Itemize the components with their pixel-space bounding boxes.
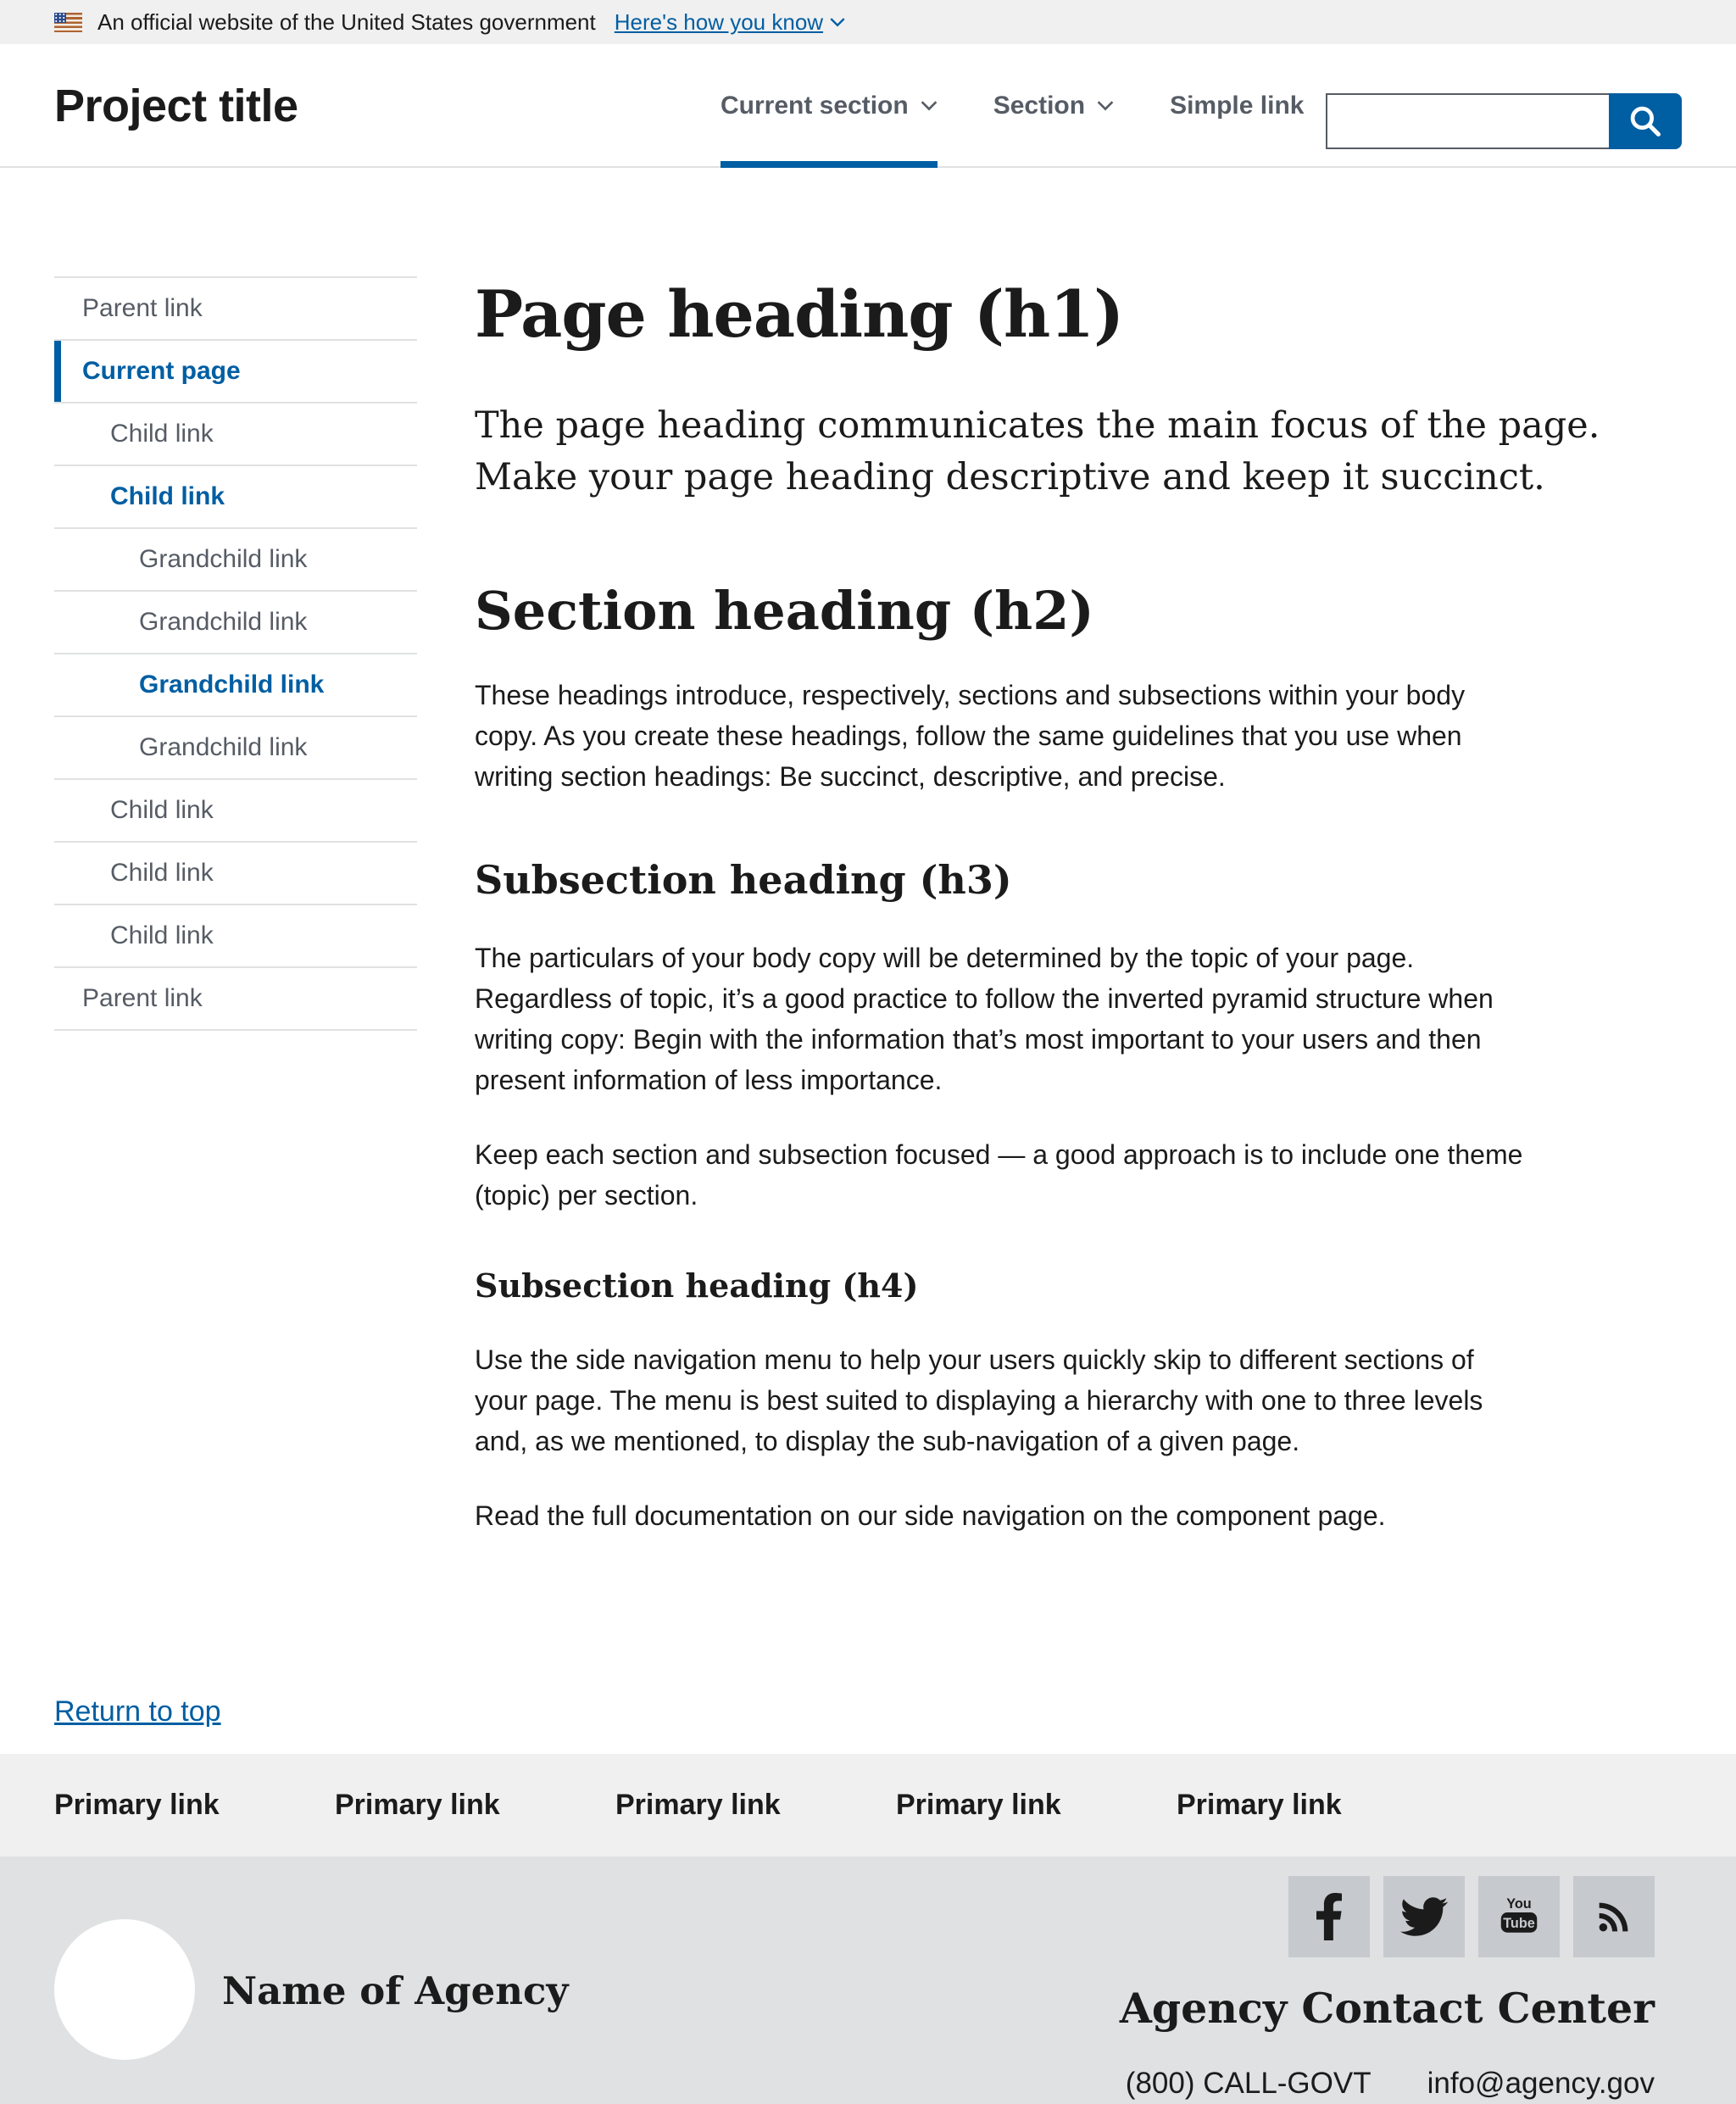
sidenav-child-link[interactable]: Child link <box>54 778 417 841</box>
site-title: Project title <box>54 81 298 131</box>
sidenav-grandchild-link[interactable]: Grandchild link <box>54 715 417 778</box>
gov-banner <box>0 0 1736 44</box>
sidenav-child-link[interactable]: Child link <box>54 904 417 966</box>
section-heading-h2: Section heading (h2) <box>475 580 1094 642</box>
facebook-icon[interactable] <box>1288 1876 1370 1957</box>
chevron-down-icon <box>830 18 845 27</box>
page-heading-h1: Page heading (h1) <box>475 276 1124 352</box>
footer-primary-link[interactable]: Primary link <box>335 1789 500 1821</box>
contact-center-heading: Agency Contact Center <box>1119 1984 1655 2033</box>
sidenav-grandchild-link[interactable]: Grandchild link <box>54 590 417 653</box>
site-header <box>0 44 1736 168</box>
sidenav-child-link[interactable]: Child link <box>54 402 417 465</box>
nav-item-current-section[interactable] <box>721 44 938 168</box>
nav-item-section[interactable] <box>993 44 1114 168</box>
footer-primary-nav <box>0 1754 1736 1856</box>
contact-phone-link[interactable]: (800) CALL-GOVT <box>1125 2067 1372 2100</box>
footer-primary-link[interactable]: Primary link <box>615 1789 781 1821</box>
sidenav-current-page[interactable]: Current page <box>54 339 417 402</box>
rss-icon[interactable] <box>1573 1876 1655 1957</box>
sidenav-parent-link[interactable]: Parent link <box>54 966 417 1031</box>
contact-email-link[interactable]: info@agency.gov <box>1427 2067 1655 2100</box>
banner-text: An official website of the United States government <box>97 8 596 35</box>
subsection-heading-h4: Subsection heading (h4) <box>475 1266 919 1305</box>
primary-nav <box>721 44 1304 168</box>
youtube-icon[interactable] <box>1478 1876 1560 1957</box>
footer-primary-link[interactable]: Primary link <box>1177 1789 1342 1821</box>
nav-item-label: Simple link <box>1170 92 1305 120</box>
main-content <box>475 254 1695 1536</box>
search-icon <box>1628 104 1662 138</box>
svg-text:Tube: Tube <box>1503 1916 1535 1932</box>
agency-name: Name of Agency <box>222 1968 569 2013</box>
body-paragraph: Keep each section and subsection focused — a good approach is to include one theme (topic) per section. <box>475 1139 1523 1211</box>
nav-item-simple-link[interactable] <box>1170 44 1304 168</box>
sidenav-parent-link[interactable]: Parent link <box>54 276 417 339</box>
body-paragraph: The particulars of your body copy will be determined by the topic of your page. Regardless of topic, it’s a good practice to follow the inverted pyramid structure when writing copy: Begin with the information that’s most important to your users and then present information of less importance. <box>475 943 1494 1095</box>
intro-paragraph: The page heading communicates the main focus of the page. Make your page heading descriptive and keep it succinct. <box>475 404 1600 498</box>
chevron-down-icon <box>1097 101 1114 111</box>
banner-how-you-know-link[interactable] <box>615 9 845 36</box>
svg-text:You: You <box>1506 1896 1532 1912</box>
footer <box>0 1856 1736 2104</box>
twitter-icon[interactable] <box>1383 1876 1465 1957</box>
agency-logo <box>54 1919 195 2060</box>
nav-item-label: Section <box>993 92 1086 120</box>
search-input[interactable] <box>1326 93 1609 149</box>
sidenav-grandchild-link-active[interactable]: Grandchild link <box>54 653 417 715</box>
us-flag-icon <box>54 13 82 32</box>
body-paragraph: Read the full documentation on our side navigation on the component page. <box>475 1500 1386 1531</box>
body-paragraph: These headings introduce, respectively, sections and subsections within your body copy. As you create these headings, follow the same guidelines that you use when writing section headings: Be succinct, descriptive, and precise. <box>475 680 1466 792</box>
social-links <box>1288 1876 1655 1957</box>
sidenav-child-link[interactable]: Child link <box>54 841 417 904</box>
contact-info <box>1126 2067 1655 2101</box>
footer-primary-link[interactable]: Primary link <box>54 1789 220 1821</box>
return-to-top-link[interactable]: Return to top <box>54 1695 221 1728</box>
sidenav-child-link-active[interactable]: Child link <box>54 465 417 527</box>
side-navigation <box>54 276 417 1031</box>
chevron-down-icon <box>921 101 938 111</box>
subsection-heading-h3: Subsection heading (h3) <box>475 857 1012 903</box>
sidenav-grandchild-link[interactable]: Grandchild link <box>54 527 417 590</box>
footer-primary-link[interactable]: Primary link <box>896 1789 1061 1821</box>
nav-item-label: Current section <box>721 92 909 120</box>
search-button[interactable] <box>1609 93 1682 149</box>
body-paragraph: Use the side navigation menu to help your users quickly skip to different sections of your page. The menu is best suited to displaying a hierarchy with one to three levels and, as we mentioned, to display the sub-navigation of a given page. <box>475 1344 1483 1456</box>
search-form <box>1326 93 1682 149</box>
banner-link-label: Here's how you know <box>614 8 824 35</box>
